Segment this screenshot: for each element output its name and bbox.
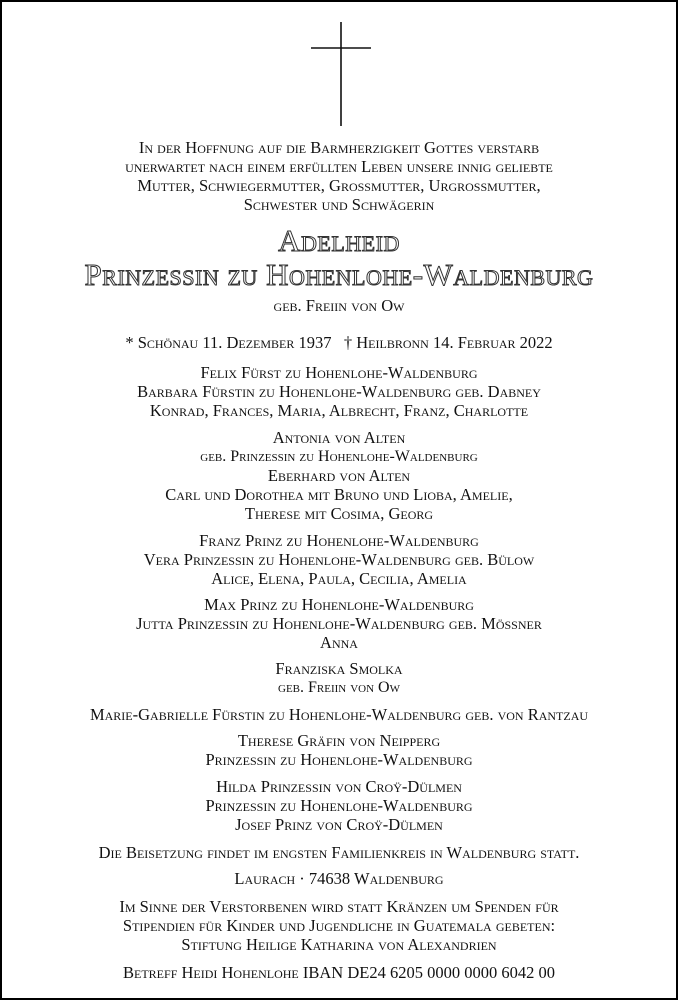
burial-note: Die Beisetzung findet im engsten Familienkreis in Waldenburg statt.	[98, 843, 580, 862]
intro-line-1: In der Hoffnung auf die Barmherzigkeit Gottes verstarb	[138, 138, 540, 157]
family-line: Josef Prinz von Croÿ-Dülmen	[235, 815, 443, 834]
intro-line-4: Schwester und Schwägerin	[243, 195, 435, 214]
donation-line-2: Stipendien für Kinder und Jugendliche in Guatemala gebeten:	[122, 916, 556, 935]
family-line: Anna	[320, 633, 358, 652]
family-line: Vera Prinzessin zu Hohenlohe-Waldenburg geb. Bülow	[143, 550, 535, 569]
deceased-title-name: Prinzessin zu Hohenlohe-Waldenburg	[84, 257, 594, 292]
deceased-birth-name: geb. Freiin von Ow	[273, 296, 405, 315]
family-line: Therese mit Cosima, Georg	[244, 504, 434, 523]
family-line: Antonia von Alten	[272, 428, 406, 447]
family-line: Franz Prinz zu Hohenlohe-Waldenburg	[199, 531, 479, 550]
family-line: Alice, Elena, Paula, Cecilia, Amelia	[211, 569, 467, 588]
family-line: Eberhard von Alten	[267, 466, 411, 485]
family-line: Franziska Smolka	[275, 659, 403, 678]
family-line: Konrad, Frances, Maria, Albrecht, Franz, Charlotte	[149, 401, 529, 420]
family-line: geb. Prinzessin zu Hohenlohe-Waldenburg	[200, 448, 478, 465]
family-line: Jutta Prinzessin zu Hohenlohe-Waldenburg geb. Mössner	[136, 614, 542, 633]
bank-details: Betreff Heidi Hohenlohe IBAN DE24 6205 0000 0000 6042 00	[123, 963, 555, 982]
intro-line-3: Mutter, Schwiegermutter, Grossmutter, Urgrossmutter,	[137, 176, 541, 195]
family-line: geb. Freiin von Ow	[278, 679, 400, 696]
deceased-first-name: Adelheid	[278, 223, 400, 258]
family-line: Prinzessin zu Hohenlohe-Waldenburg	[205, 750, 473, 769]
deceased-dates: * Schönau 11. Dezember 1937 † Heilbronn 14. Februar 2022	[125, 333, 553, 352]
family-line: Marie-Gabrielle Fürstin zu Hohenlohe-Waldenburg geb. von Rantzau	[89, 705, 589, 724]
donation-line-1: Im Sinne der Verstorbenen wird statt Kränzen um Spenden für	[119, 897, 559, 916]
family-line: Barbara Fürstin zu Hohenlohe-Waldenburg geb. Dabney	[137, 382, 541, 401]
donation-line-3: Stiftung Heilige Katharina von Alexandrien	[181, 935, 497, 954]
address: Laurach · 74638 Waldenburg	[234, 869, 444, 888]
family-line: Therese Gräfin von Neipperg	[237, 731, 441, 750]
family-line: Max Prinz zu Hohenlohe-Waldenburg	[204, 595, 474, 614]
family-line: Hilda Prinzessin von Croÿ-Dülmen	[216, 777, 462, 796]
intro-line-2: unerwartet nach einem erfüllten Leben unsere innig geliebte	[125, 157, 553, 176]
family-line: Felix Fürst zu Hohenlohe-Waldenburg	[200, 363, 478, 382]
family-line: Carl und Dorothea mit Bruno und Lioba, Amelie,	[165, 485, 513, 504]
family-line: Prinzessin zu Hohenlohe-Waldenburg	[205, 796, 473, 815]
cross-icon	[311, 22, 371, 126]
